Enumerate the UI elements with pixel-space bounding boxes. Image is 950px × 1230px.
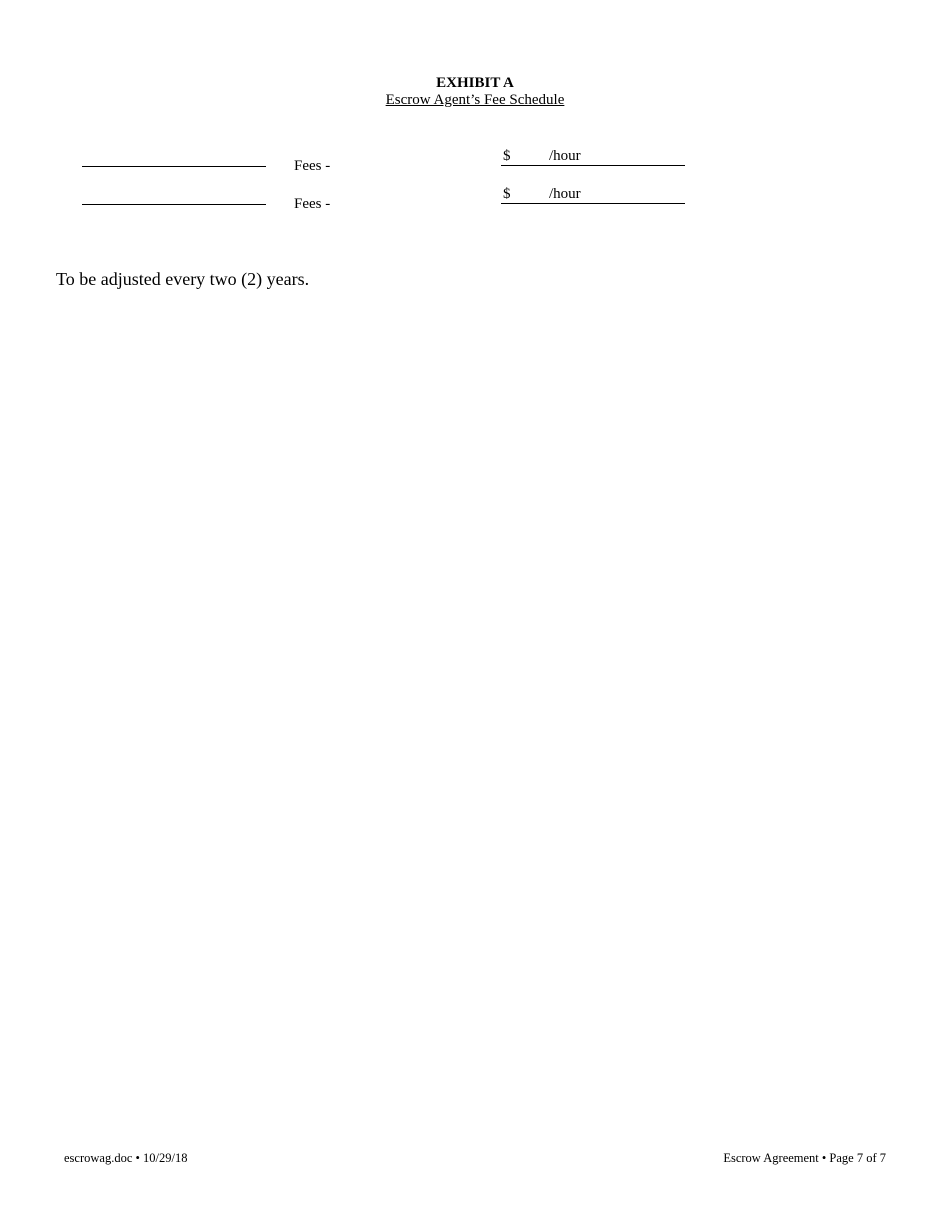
- footer-file-info: escrowag.doc • 10/29/18: [64, 1151, 188, 1165]
- rate-unit-1: /hour: [549, 148, 581, 164]
- fee-name-blank-2: [82, 204, 266, 205]
- fees-label-1: Fees -: [294, 158, 331, 174]
- currency-symbol-1: $: [503, 148, 511, 164]
- fee-name-blank-1: [82, 166, 266, 167]
- rate-unit-2: /hour: [549, 186, 581, 202]
- footer-page-info: Escrow Agreement • Page 7 of 7: [723, 1151, 886, 1165]
- exhibit-subtitle-text: Escrow Agent’s Fee Schedule: [385, 92, 565, 108]
- exhibit-subtitle: [0, 91, 950, 109]
- fee-rate-field-1: [501, 147, 685, 166]
- fees-label-2: Fees -: [294, 196, 331, 212]
- adjustment-note: To be adjusted every two (2) years.: [56, 269, 310, 289]
- fee-rate-field-2: [501, 185, 685, 204]
- exhibit-title: EXHIBIT A: [436, 75, 514, 91]
- currency-symbol-2: $: [503, 186, 511, 202]
